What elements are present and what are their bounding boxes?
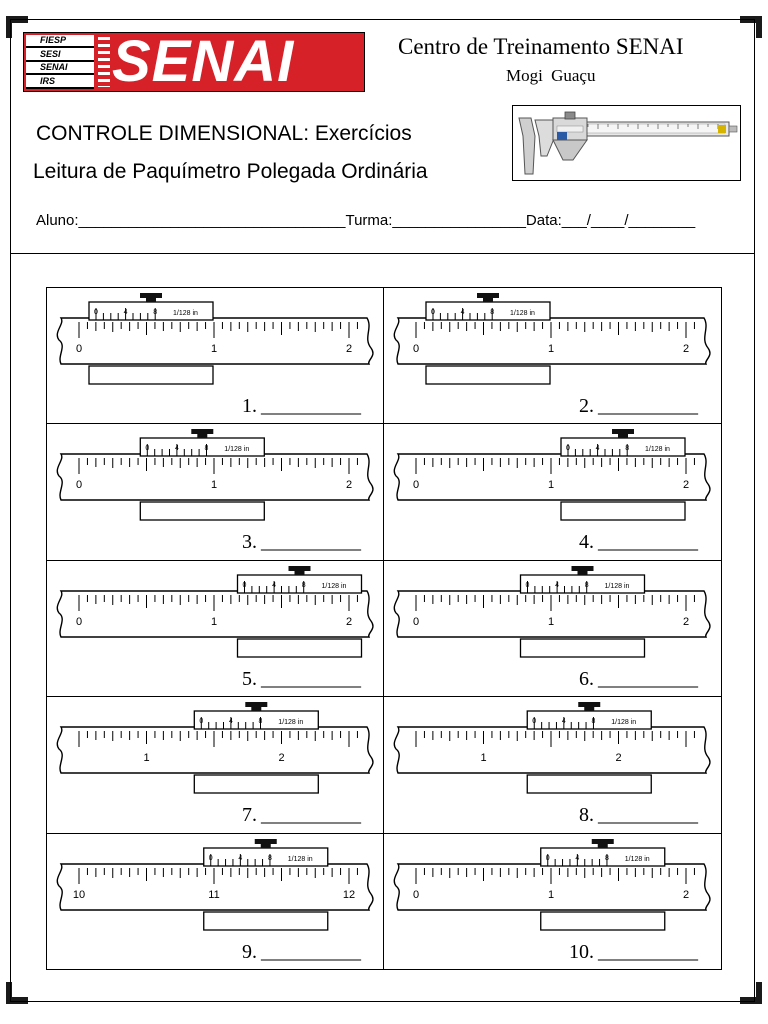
- exercise-number: 1.: [242, 395, 257, 417]
- depth-bar: [561, 502, 685, 520]
- lock-screw-icon: [578, 571, 588, 575]
- scale-number: 0: [412, 616, 420, 628]
- scale-number: 2: [682, 616, 690, 628]
- vernier-number: 8: [258, 718, 263, 725]
- vernier-number: 4: [228, 718, 233, 725]
- vernier-number: 4: [272, 582, 277, 589]
- answer-line[interactable]: __________: [261, 395, 361, 417]
- vernier-number: 8: [267, 855, 272, 862]
- caliper-diagram: [47, 561, 384, 696]
- scale-number: 2: [345, 343, 353, 355]
- vernier-number: 4: [561, 718, 566, 725]
- exercise-cell: [47, 561, 384, 697]
- vernier-number: 4: [238, 855, 243, 862]
- vernier-number: 8: [153, 309, 158, 316]
- scale-number: 10: [72, 889, 86, 901]
- caliper-diagram: [47, 424, 384, 559]
- lock-screw-icon: [477, 293, 499, 298]
- depth-bar: [238, 639, 362, 657]
- caliper-diagram: [47, 697, 384, 832]
- scale-number: 1: [547, 343, 555, 355]
- caliper-diagram: [384, 561, 721, 696]
- lock-screw-icon: [584, 707, 594, 711]
- caliper-diagram: [47, 834, 384, 969]
- caliper-diagram: [384, 288, 721, 423]
- caliper-diagram: [384, 424, 721, 559]
- logo-sub-item: SENAI: [26, 62, 94, 75]
- lock-screw-icon: [592, 839, 614, 844]
- vernier-number: 0: [94, 309, 98, 316]
- senai-logo: [23, 29, 365, 94]
- logo-sub-item: IRS: [26, 76, 94, 89]
- lock-screw-icon: [245, 702, 267, 707]
- vernier-unit-label: 1/128 in: [173, 310, 198, 317]
- scale-number: 12: [342, 889, 356, 901]
- vernier-number: 0: [566, 445, 570, 452]
- answer-line[interactable]: __________: [261, 668, 361, 690]
- vernier-number: 0: [525, 582, 530, 589]
- scale-number: 0: [75, 343, 83, 355]
- exercise-cell: [47, 834, 384, 970]
- exercise-number: 9.: [242, 941, 257, 963]
- exercise-cell: [384, 834, 721, 970]
- logo-sub-brands: [26, 35, 94, 89]
- vernier-number: 0: [532, 718, 537, 725]
- exercise-number: 8.: [579, 804, 594, 826]
- exercise-cell: [47, 697, 384, 833]
- vernier-number: 0: [145, 445, 150, 452]
- answer-line[interactable]: __________: [261, 804, 361, 826]
- depth-bar: [527, 775, 651, 793]
- depth-bar: [194, 775, 318, 793]
- exercise-number: 3.: [242, 531, 257, 553]
- lock-screw-icon: [483, 298, 493, 302]
- depth-bar: [140, 502, 264, 520]
- scale-number: 0: [412, 889, 420, 901]
- answer-line[interactable]: __________: [598, 941, 698, 963]
- answer-line[interactable]: __________: [598, 395, 698, 417]
- vernier-number: 8: [625, 445, 630, 452]
- lock-screw-icon: [261, 844, 271, 848]
- page-subtitle: Leitura de Paquímetro Polegada Ordinária: [33, 160, 428, 183]
- exercise-cell: [384, 424, 721, 560]
- vernier-unit-label: 1/128 in: [604, 583, 630, 590]
- lock-screw-icon: [191, 429, 213, 434]
- depth-bar: [89, 366, 213, 384]
- vernier-number: 4: [575, 855, 580, 862]
- vernier-number: 8: [490, 309, 495, 316]
- exercise-number: 6.: [579, 668, 594, 690]
- caliper-diagram: [47, 288, 384, 423]
- vernier-number: 4: [123, 309, 128, 316]
- scale-number: 2: [345, 616, 353, 628]
- exercise-number: 7.: [242, 804, 257, 826]
- scale-number: 0: [412, 479, 420, 491]
- vernier-number: 0: [199, 718, 204, 725]
- vernier-number: 8: [591, 718, 596, 725]
- student-fields[interactable]: Aluno:________________________________Turma:________________Data:___/____/________: [36, 212, 696, 229]
- vernier-number: 4: [555, 582, 560, 589]
- corner-mark: [756, 16, 762, 38]
- scale-number: 2: [345, 479, 353, 491]
- scale-number: 1: [210, 343, 218, 355]
- page-title: CONTROLE DIMENSIONAL: Exercícios: [36, 122, 412, 145]
- header-divider: [10, 253, 755, 254]
- exercise-cell: [47, 288, 384, 424]
- scale-number: 1: [547, 889, 555, 901]
- scale-number: 2: [615, 752, 622, 764]
- vernier-unit-label: 1/128 in: [611, 719, 637, 726]
- vernier-number: 8: [204, 445, 209, 452]
- lock-screw-icon: [612, 429, 634, 434]
- caliper-diagram: [384, 834, 721, 969]
- vernier-number: 0: [208, 855, 213, 862]
- exercise-cell: [384, 561, 721, 697]
- exercise-number: 2.: [579, 395, 594, 417]
- scale-number: 2: [682, 479, 690, 491]
- vernier-number: 4: [595, 445, 600, 452]
- scale-number: 1: [210, 479, 218, 491]
- logo-wordmark: SENAI: [112, 29, 295, 94]
- vernier-number: 8: [301, 582, 306, 589]
- lock-screw-icon: [140, 293, 162, 298]
- answer-line[interactable]: __________: [598, 668, 698, 690]
- lock-screw-icon: [578, 702, 600, 707]
- lock-screw-icon: [255, 839, 277, 844]
- answer-line[interactable]: __________: [598, 531, 698, 553]
- vernier-unit-label: 1/128 in: [645, 446, 670, 453]
- lock-screw-icon: [197, 434, 207, 438]
- scale-number: 1: [547, 479, 555, 491]
- answer-line[interactable]: __________: [261, 941, 361, 963]
- vernier-number: 4: [460, 309, 465, 316]
- vernier-number: 0: [431, 309, 435, 316]
- vernier-unit-label: 1/128 in: [287, 856, 313, 863]
- vernier-unit-label: 1/128 in: [321, 583, 347, 590]
- corner-mark: [756, 982, 762, 1004]
- vernier-number: 8: [604, 855, 609, 862]
- scale-number: 1: [480, 752, 487, 764]
- scale-number: 2: [278, 752, 285, 764]
- lock-screw-icon: [618, 434, 628, 438]
- exercise-number: 4.: [579, 531, 594, 553]
- lock-screw-icon: [295, 571, 305, 575]
- scale-number: 2: [682, 889, 690, 901]
- depth-bar: [541, 912, 665, 930]
- depth-bar: [426, 366, 550, 384]
- vernier-unit-label: 1/128 in: [510, 310, 535, 317]
- scale-number: 2: [682, 343, 690, 355]
- vernier-unit-label: 1/128 in: [278, 719, 304, 726]
- depth-bar: [521, 639, 645, 657]
- vernier-number: 8: [584, 582, 589, 589]
- lock-screw-icon: [572, 566, 594, 571]
- scale-number: 0: [75, 479, 83, 491]
- scale-number: 11: [208, 889, 220, 901]
- logo-stripes: [98, 37, 110, 87]
- vernier-number: 0: [545, 855, 550, 862]
- scale-number: 0: [75, 616, 83, 628]
- answer-line[interactable]: __________: [261, 531, 361, 553]
- logo-sub-item: SESI: [26, 49, 94, 62]
- vernier-number: 4: [174, 445, 179, 452]
- caliper-icon: [513, 106, 740, 180]
- lock-screw-icon: [598, 844, 608, 848]
- vernier-number: 0: [242, 582, 247, 589]
- scale-number: 1: [143, 752, 150, 764]
- depth-bar: [204, 912, 328, 930]
- lock-screw-icon: [251, 707, 261, 711]
- exercise-cell: [384, 697, 721, 833]
- scale-number: 0: [412, 343, 420, 355]
- lock-screw-icon: [146, 298, 156, 302]
- exercise-cell: [47, 424, 384, 560]
- center-title: Centro de Treinamento SENAI: [398, 34, 684, 59]
- exercise-number: 5.: [242, 668, 257, 690]
- center-city: Mogi Guaçu: [506, 66, 596, 85]
- exercise-cell: [384, 288, 721, 424]
- logo-sub-item: FIESP: [26, 35, 94, 48]
- vernier-unit-label: 1/128 in: [224, 446, 250, 453]
- lock-screw-icon: [289, 566, 311, 571]
- scale-number: 1: [210, 616, 218, 628]
- caliper-photo: [512, 105, 741, 181]
- vernier-unit-label: 1/128 in: [624, 856, 650, 863]
- answer-line[interactable]: __________: [598, 804, 698, 826]
- exercise-number: 10.: [569, 941, 594, 963]
- scale-number: 1: [547, 616, 555, 628]
- caliper-diagram: [384, 697, 721, 832]
